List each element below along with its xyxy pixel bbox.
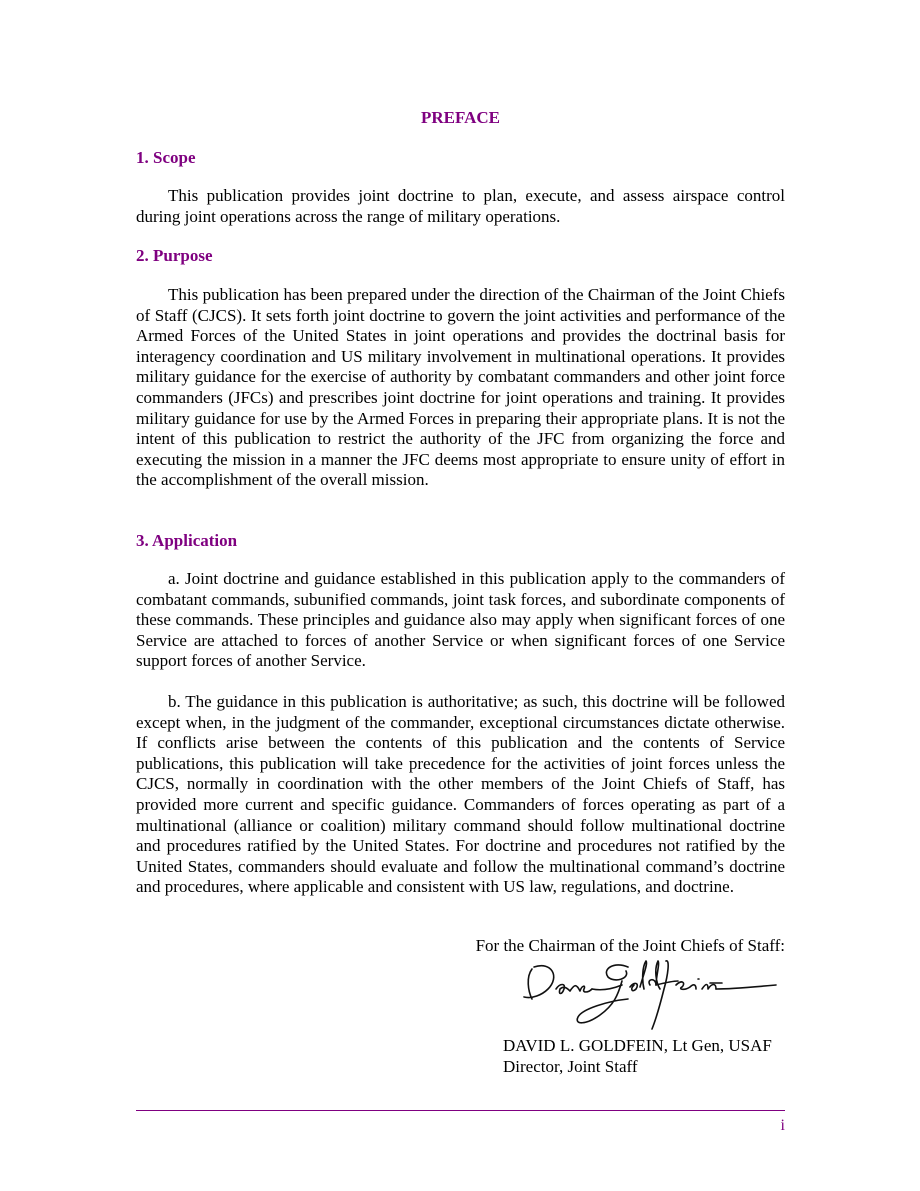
signatory-position: Director, Joint Staff — [503, 1056, 638, 1076]
document-page — [136, 0, 785, 1191]
purpose-paragraph: This publication has been prepared under the direction of the Chairman of the Joint Chiefs of Staff (CJCS). It sets forth joint doctrine to govern the joint activities and performance of the Armed Forces of the United States in joint operations and provides the doctrinal basis for interagency coordination and US military involvement in multinational operations. It provides military guidance for the exercise of authority by combatant commanders and other joint force commanders (JFCs) and prescribes joint doctrine for joint operations and training. It provides military guidance for use by the Armed Forces in preparing their appropriate plans. It is not the intent of this publication to restrict the authority of the JFC from organizing the force and executing the mission in a manner the JFC deems most appropriate to ensure unity of effort in the accomplishment of the overall mission. — [136, 285, 785, 490]
scope-paragraph: This publication provides joint doctrine to plan, execute, and assess airspace control during joint operations across the range of military operations. — [136, 186, 785, 226]
signatory-name: DAVID L. GOLDFEIN, Lt Gen, USAF — [503, 1036, 772, 1055]
signoff-line: For the Chairman of the Joint Chiefs of Staff: — [475, 936, 785, 955]
application-paragraph-a: a. Joint doctrine and guidance established in this publication apply to the commanders of combatant commands, subunified commands, joint task forces, and subordinate components of these commands. These principles and guidance also may apply when significant forces of one Service are attached to forces of another Service or when significant forces of one Service support forces of another Service. — [136, 569, 785, 671]
signatory-name-and-title — [503, 1036, 772, 1077]
section-heading-scope: 1. Scope — [136, 148, 196, 167]
handwritten-signature — [518, 955, 780, 1035]
application-paragraph-b: b. The guidance in this publication is authoritative; as such, this doctrine will be followed except when, in the judgment of the commander, exceptional circumstances dictate otherwise. If conflicts arise between the contents of this publication and the contents of Service publications, this publication will take precedence for the activities of joint forces unless the CJCS, normally in coordination with the other members of the Joint Chiefs of Staff, has provided more current and specific guidance. Commanders of forces operating as part of a multinational (alliance or coalition) military command should follow multinational doctrine and procedures ratified by the United States. For doctrine and procedures not ratified by the United States, commanders should evaluate and follow the multinational command’s doctrine and procedures, where applicable and consistent with US law, regulations, and doctrine. — [136, 692, 785, 897]
footer-divider — [136, 1110, 785, 1111]
section-heading-application: 3. Application — [136, 531, 238, 550]
page-title: PREFACE — [420, 108, 500, 127]
page-number: i — [780, 1117, 785, 1134]
section-heading-purpose: 2. Purpose — [136, 246, 213, 265]
